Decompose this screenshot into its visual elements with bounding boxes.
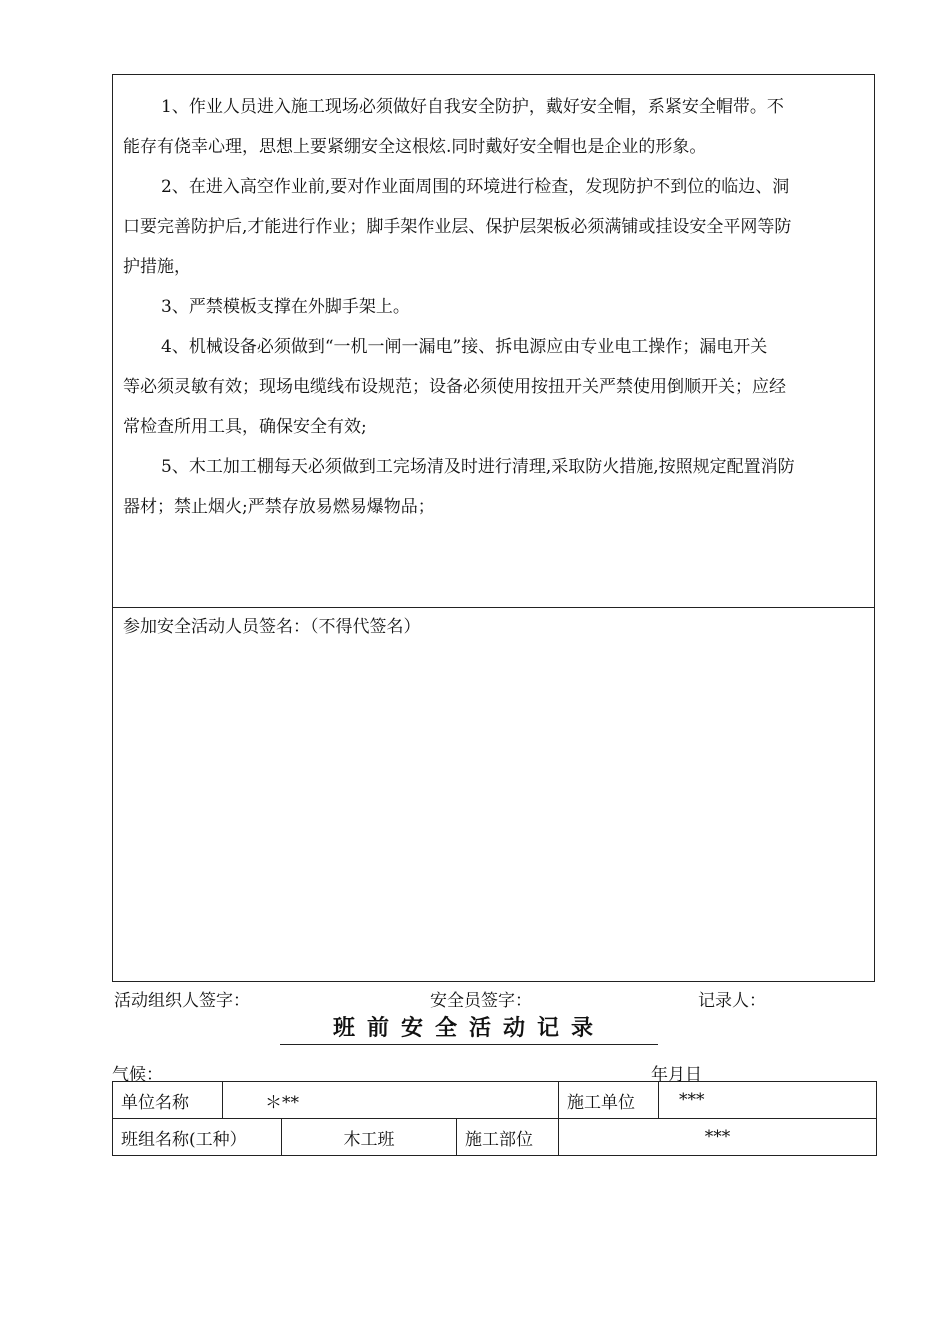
content-line: 护措施， bbox=[123, 257, 191, 277]
unit-name-label: 单位名称 bbox=[113, 1082, 223, 1119]
content-line: 常检查所用工具，确保安全有效; bbox=[123, 417, 367, 437]
table-row bbox=[113, 1082, 877, 1119]
content-item-4 bbox=[123, 327, 869, 447]
content-line: 5、木工加工棚每天必须做到工完场清及时进行清理,采取防火措施,按照规定配置消防 bbox=[161, 457, 795, 477]
content-line: 口要完善防护后,才能进行作业；脚手架作业层、保护层架板必须满铺或挂设安全平网等防 bbox=[123, 217, 792, 237]
content-item-5 bbox=[123, 447, 869, 527]
content-line: 能存有侥幸心理，思想上要紧绷安全这根炫.同时戴好安全帽也是企业的形象。 bbox=[123, 137, 707, 157]
safety-content-box bbox=[112, 74, 875, 608]
content-line: 器材；禁止烟火;严禁存放易燃易爆物品； bbox=[123, 497, 435, 517]
content-line: 2、在进入高空作业前,要对作业面周围的环境进行检查，发现防护不到位的临边、洞 bbox=[161, 177, 790, 197]
team-name-label: 班组名称(工种） bbox=[113, 1119, 282, 1156]
content-line: 1、作业人员进入施工现场必须做好自我安全防护，戴好安全帽，系紧安全帽带。不 bbox=[161, 97, 784, 117]
signature-box[interactable] bbox=[112, 607, 875, 982]
construction-unit-value: *** bbox=[659, 1082, 877, 1119]
content-line: 3、严禁模板支撑在外脚手架上。 bbox=[161, 297, 410, 317]
content-item-1 bbox=[123, 87, 869, 167]
content-line: 等必须灵敏有效；现场电缆线布设规范；设备必须使用按扭开关严禁使用倒顺开关；应经 bbox=[123, 377, 786, 397]
construction-unit-label: 施工单位 bbox=[559, 1082, 659, 1119]
table-row bbox=[113, 1119, 877, 1156]
team-name-value: 木工班 bbox=[282, 1119, 457, 1156]
safety-officer-signature-label: 安全员签字： bbox=[430, 991, 532, 1011]
content-item-3 bbox=[123, 287, 869, 327]
construction-part-label: 施工部位 bbox=[457, 1119, 559, 1156]
date-label: 年月日 bbox=[651, 1065, 702, 1085]
content-line: 4、机械设备必须做到“一机一闸一漏电”接、拆电源应由专业电工操作；漏电开关 bbox=[161, 337, 768, 357]
info-table bbox=[112, 1081, 877, 1156]
page-title: 班前安全活动记录 bbox=[280, 1012, 658, 1045]
unit-name-value: ＊** bbox=[223, 1082, 559, 1119]
weather-label: 气候： bbox=[112, 1065, 163, 1085]
signature-label: 参加安全活动人员签名：（不得代签名） bbox=[123, 617, 421, 637]
organizer-signature-label: 活动组织人签字： bbox=[114, 991, 250, 1011]
recorder-label: 记录人： bbox=[698, 991, 766, 1011]
content-item-2 bbox=[123, 167, 869, 287]
construction-part-value: *** bbox=[559, 1119, 877, 1156]
